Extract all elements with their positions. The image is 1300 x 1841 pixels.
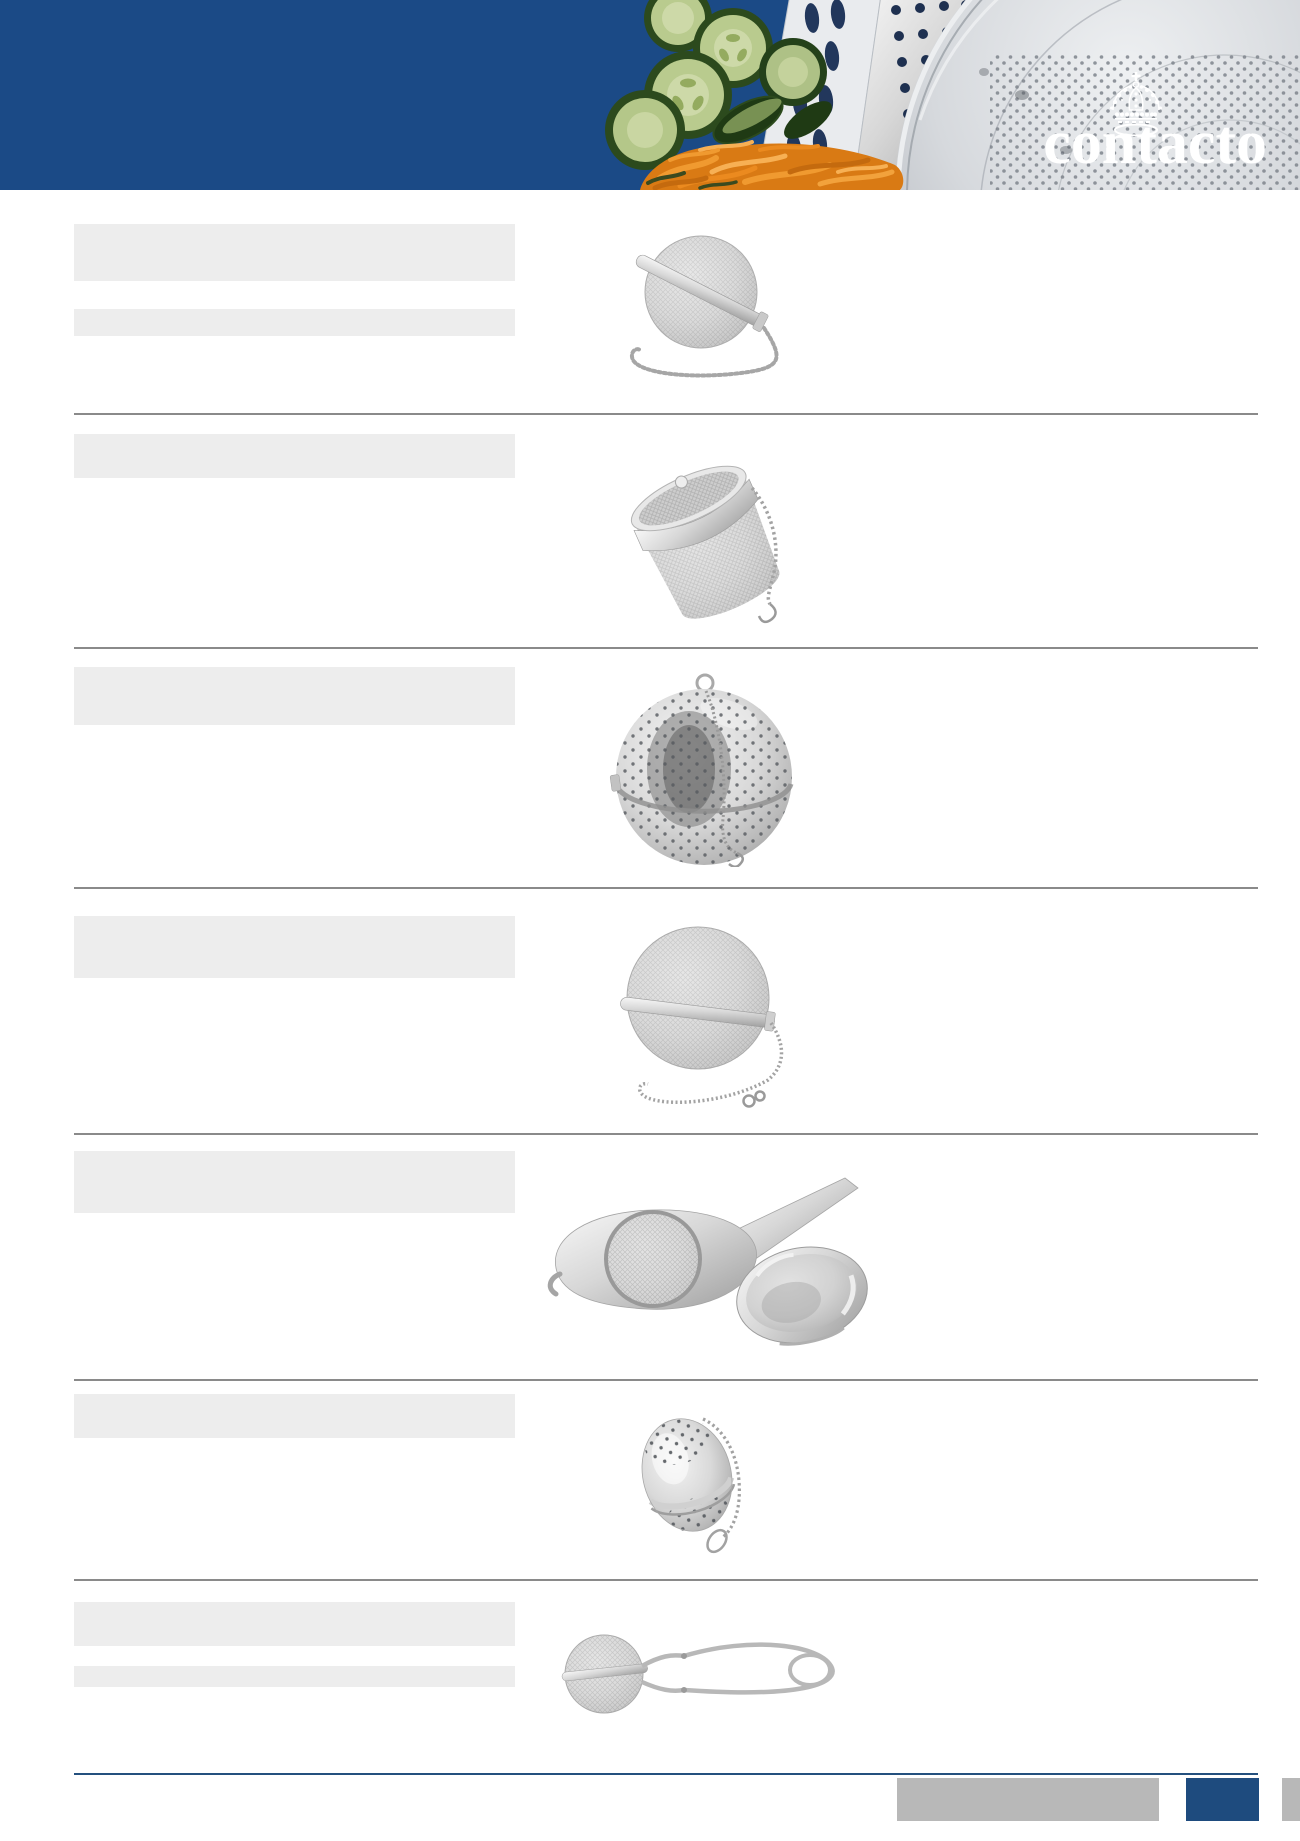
tea-basket-infuser-with-chain-photo [600,440,810,630]
text-placeholder [74,434,515,478]
product-row-1 [0,190,1300,413]
mesh-tea-ball-with-chain-photo [613,232,803,382]
product-row-7 [0,1581,1300,1773]
text-placeholder [74,667,515,725]
text-placeholder [74,224,515,281]
footer-edge-block [1282,1778,1300,1821]
perforated-egg-infuser-with-chain-photo [625,1403,785,1555]
mesh-tea-ball-with-long-chain-photo [608,920,793,1115]
text-placeholder [74,1394,515,1438]
brand-wordmark: contacto [1043,109,1267,177]
perforated-tea-ball-with-chain-photo [605,669,805,867]
header-banner [0,0,1300,190]
product-row-3 [0,649,1300,888]
product-row-6 [0,1381,1300,1580]
footer-gray-block [897,1778,1159,1821]
product-row-2 [0,414,1300,648]
text-placeholder [74,916,515,978]
snap-handle-mesh-infuser-photo [560,1630,850,1718]
text-placeholder [74,309,515,336]
text-placeholder [74,1602,515,1646]
text-placeholder [74,1151,515,1213]
footer-rule [74,1773,1258,1775]
text-placeholder [74,1666,515,1687]
footer-navy-block [1186,1778,1259,1821]
product-row-5 [0,1135,1300,1380]
product-row-4 [0,889,1300,1134]
tea-strainer-with-drip-bowl-photo [540,1162,870,1347]
